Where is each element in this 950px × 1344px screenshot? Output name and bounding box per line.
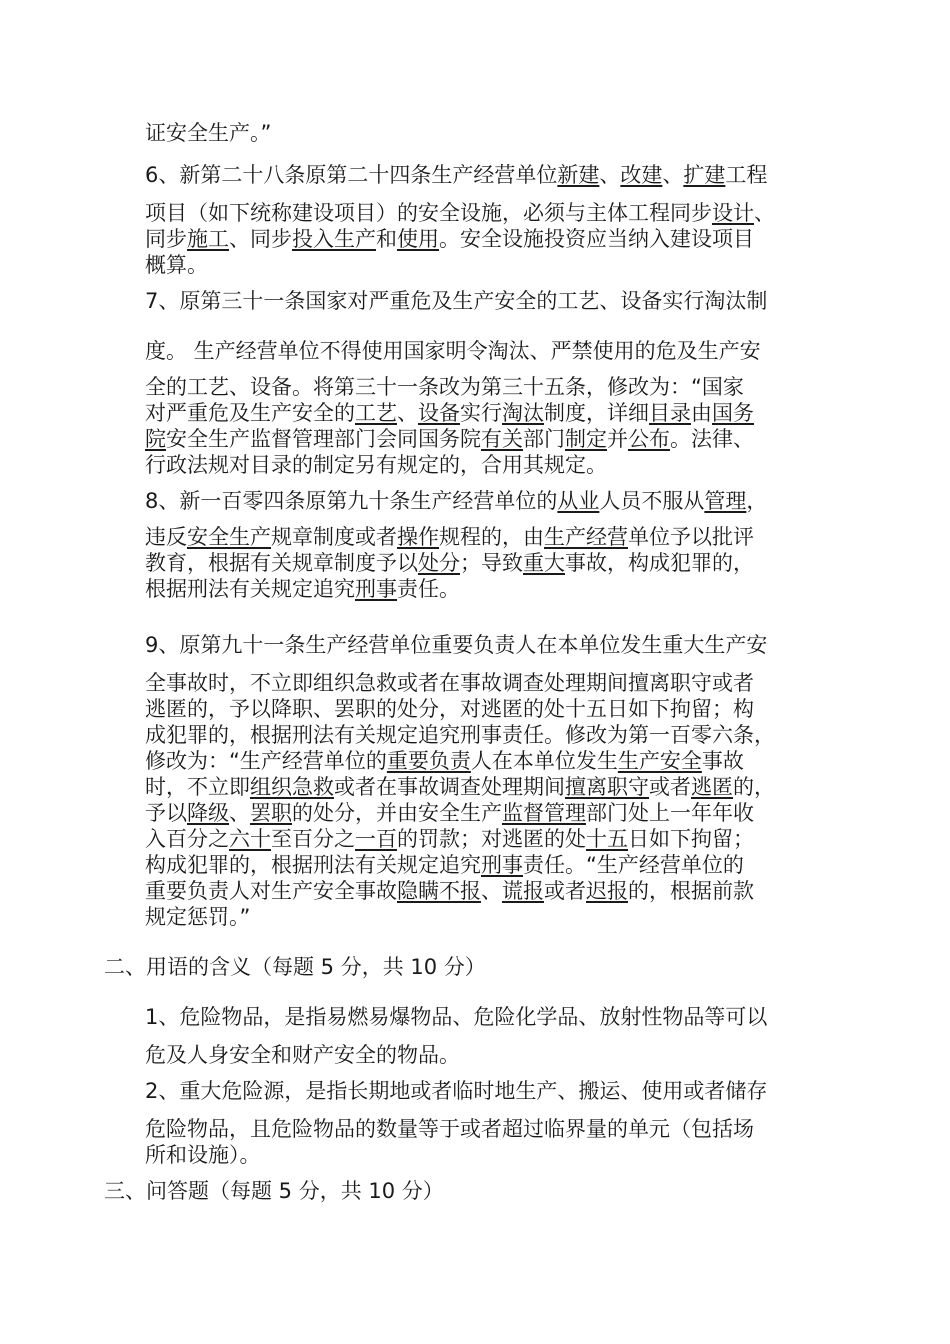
text-segment: 事故 <box>701 749 744 773</box>
text-segment: 工程 <box>725 163 768 187</box>
text-segment: 或者在事故调查处理期间 <box>334 775 565 799</box>
text-segment: 的， <box>733 775 775 799</box>
text-segment: 修改为：“生产经营单位的 <box>145 749 387 773</box>
underlined-term: 目录 <box>649 401 691 425</box>
text-segment: 二、用语的含义（每题 5 分，共 10 分） <box>104 955 486 979</box>
text-line <box>145 1116 754 1143</box>
text-segment: 予以 <box>145 801 187 825</box>
text-segment: 。法律、 <box>670 427 754 451</box>
text-line <box>145 374 744 401</box>
text-segment: 的处分，并由安全生产 <box>292 801 502 825</box>
underlined-term: 使用 <box>397 227 439 251</box>
text-line <box>145 400 754 427</box>
underlined-term: 组织急救 <box>250 775 334 799</box>
underlined-term: 降级 <box>187 801 229 825</box>
text-segment: 、 <box>599 163 621 187</box>
underlined-term: 刑事 <box>481 853 523 877</box>
text-segment: 、 <box>754 201 775 225</box>
text-segment: 根据刑法有关规定追究 <box>145 577 355 601</box>
underlined-term: 重要负责 <box>386 749 471 773</box>
text-line <box>145 1042 460 1069</box>
text-segment: 构成犯罪的，根据刑法有关规定追究 <box>145 853 481 877</box>
text-line <box>145 338 761 365</box>
underlined-term: 公布 <box>628 427 670 451</box>
text-segment: 、 <box>481 879 502 903</box>
underlined-term: 生产安全 <box>617 749 702 773</box>
text-segment: 三、问答题（每题 5 分，共 10 分） <box>104 1179 444 1203</box>
text-line <box>104 1178 444 1205</box>
underlined-term: 制定 <box>565 427 607 451</box>
text-segment: 、 <box>229 801 250 825</box>
text-line <box>145 904 250 931</box>
text-segment: 部门处上一年年收 <box>586 801 754 825</box>
text-segment: 至百分之 <box>271 827 355 851</box>
underlined-term: 投入生产 <box>292 227 376 251</box>
underlined-term: 罢职 <box>250 801 292 825</box>
text-segment: 或者 <box>544 879 586 903</box>
text-segment: 人在本单位发生 <box>470 749 618 773</box>
underlined-term: 重大 <box>523 551 565 575</box>
text-segment: 对严重危及生产安全的 <box>145 401 355 425</box>
underlined-term: 安全生产 <box>187 525 271 549</box>
text-segment: 证安全生产。” <box>145 121 272 145</box>
underlined-term: 从业 <box>557 489 600 513</box>
text-segment: 、 <box>397 401 418 425</box>
text-line <box>145 670 754 697</box>
text-segment: 概算。 <box>145 253 208 277</box>
text-segment: 行政法规对目录的制定另有规定的，合用其规定。 <box>145 453 607 477</box>
text-line <box>104 954 486 981</box>
underlined-term: 十五 <box>586 827 628 851</box>
underlined-term: 管理 <box>704 489 747 513</box>
underlined-term: 擅离职守 <box>565 775 649 799</box>
underlined-term: 淘汰 <box>502 401 544 425</box>
text-segment: 危及人身安全和财产安全的物品。 <box>145 1043 460 1067</box>
underlined-term: 设计 <box>712 201 754 225</box>
text-line <box>145 852 744 879</box>
underlined-term: 六十 <box>229 827 271 851</box>
text-line <box>145 200 775 227</box>
text-segment: 规章制度或者 <box>271 525 397 549</box>
text-segment: 逃匿的，予以降职、罢职的处分，对逃匿的处十五日如下拘留；构 <box>145 697 754 721</box>
text-segment: 制度，详细 <box>544 401 649 425</box>
text-line <box>145 162 767 189</box>
text-line <box>145 488 767 515</box>
text-line <box>145 878 754 905</box>
text-line <box>145 748 744 775</box>
text-segment: 事故，构成犯罪的， <box>565 551 754 575</box>
underlined-term: 处分 <box>418 551 460 575</box>
text-segment: 1、危险物品，是指易燃易爆物品、危险化学品、放射性物品等可以 <box>145 1005 768 1029</box>
text-segment: 全事故时，不立即组织急救或者在事故调查处理期间擅离职守或者 <box>145 671 754 695</box>
text-line <box>145 524 754 551</box>
text-segment: 单位予以批评 <box>628 525 754 549</box>
text-segment: 成犯罪的，根据刑法有关规定追究刑事责任。修改为第一百零六条， <box>145 723 775 747</box>
underlined-term: 逃匿 <box>691 775 733 799</box>
text-segment: 项目（如下统称建设项目）的安全设施，必须与主体工程同步 <box>145 201 712 225</box>
text-segment: 规程的，由 <box>439 525 544 549</box>
text-segment: ， <box>746 489 768 513</box>
text-segment: 2、重大危险源，是指长期地或者临时地生产、搬运、使用或者储存 <box>145 1079 768 1103</box>
underlined-term: 谎报 <box>502 879 544 903</box>
text-segment: 入百分之 <box>145 827 229 851</box>
text-segment: 或者 <box>649 775 691 799</box>
text-segment: 度。 生产经营单位不得使用国家明令淘汰、严禁使用的危及生产安 <box>145 339 761 363</box>
text-line <box>145 252 208 279</box>
text-segment: 规定惩罚。” <box>145 905 251 929</box>
text-segment: 全的工艺、设备。将第三十一条改为第三十五条，修改为：“国家 <box>145 375 744 399</box>
text-segment: 日如下拘留； <box>628 827 754 851</box>
text-line <box>145 288 767 315</box>
underlined-term: 刑事 <box>355 577 397 601</box>
text-line <box>145 120 271 147</box>
text-segment: 的罚款；对逃匿的处 <box>397 827 586 851</box>
text-segment: 教育，根据有关规章制度予以 <box>145 551 418 575</box>
text-segment: 6、新第二十八条原第二十四条生产经营单位 <box>145 163 558 187</box>
underlined-term: 改建 <box>620 163 663 187</box>
underlined-term: 工艺 <box>355 401 397 425</box>
text-line <box>145 1078 767 1105</box>
text-segment: 时，不立即 <box>145 775 250 799</box>
text-segment: 并 <box>607 427 628 451</box>
underlined-term: 迟报 <box>586 879 628 903</box>
text-line <box>145 226 754 253</box>
text-segment: 安全生产监督管理部门会同国务院 <box>166 427 481 451</box>
underlined-term: 一百 <box>355 827 397 851</box>
underlined-term: 操作 <box>397 525 439 549</box>
text-line <box>145 826 754 853</box>
text-line <box>145 426 754 453</box>
underlined-term: 监督管理 <box>502 801 586 825</box>
text-line <box>145 1004 767 1031</box>
text-segment: 所和设施）。 <box>145 1143 261 1167</box>
text-segment: 人员不服从 <box>599 489 705 513</box>
text-segment: 由 <box>691 401 712 425</box>
text-line <box>145 452 607 479</box>
text-line <box>145 722 775 749</box>
text-segment: 8、新一百零四条原第九十条生产经营单位的 <box>145 489 558 513</box>
text-line <box>145 774 775 801</box>
text-segment: 和 <box>376 227 397 251</box>
text-segment: 。安全设施投资应当纳入建设项目 <box>439 227 754 251</box>
text-segment: 的，根据前款 <box>628 879 754 903</box>
text-segment: 9、原第九十一条生产经营单位重要负责人在本单位发生重大生产安 <box>145 633 768 657</box>
text-line <box>145 550 754 577</box>
underlined-term: 国务 <box>712 401 754 425</box>
underlined-term: 新建 <box>557 163 600 187</box>
text-segment: 责任。“生产经营单位的 <box>523 853 744 877</box>
text-segment: 危险物品，且危险物品的数量等于或者超过临界量的单元（包括场 <box>145 1117 754 1141</box>
underlined-term: 院 <box>145 427 166 451</box>
text-line <box>145 696 754 723</box>
text-segment: 同步 <box>145 227 187 251</box>
underlined-term: 生产经营 <box>544 525 628 549</box>
text-segment: 实行 <box>460 401 502 425</box>
text-line <box>145 1142 261 1169</box>
underlined-term: 扩建 <box>683 163 726 187</box>
text-segment: 重要负责人对生产安全事故 <box>145 879 397 903</box>
underlined-term: 设备 <box>418 401 460 425</box>
text-segment: 、 <box>662 163 684 187</box>
text-segment: ；导致 <box>460 551 523 575</box>
text-line <box>145 800 754 827</box>
underlined-term: 隐瞒不报 <box>397 879 481 903</box>
text-segment: 责任。 <box>397 577 460 601</box>
text-line <box>145 632 767 659</box>
text-segment: 违反 <box>145 525 187 549</box>
text-segment: 、同步 <box>229 227 292 251</box>
text-line <box>145 576 460 603</box>
underlined-term: 有关 <box>481 427 523 451</box>
text-segment: 7、原第三十一条国家对严重危及生产安全的工艺、设备实行淘汰制 <box>145 289 768 313</box>
text-segment: 部门 <box>523 427 565 451</box>
underlined-term: 施工 <box>187 227 229 251</box>
